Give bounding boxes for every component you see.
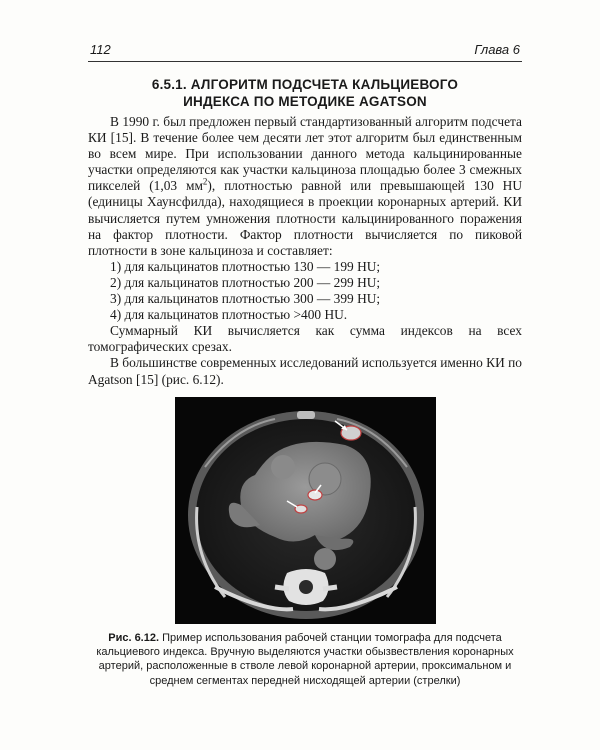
running-header-chapter: Глава 6 bbox=[474, 42, 520, 57]
body-text bbox=[88, 114, 522, 388]
section-title bbox=[88, 76, 522, 110]
paragraph-2: Суммарный КИ вычисляется как сумма индексов на всех томографических срезах. bbox=[88, 323, 522, 355]
list-item: 3) для кальцинатов плотностью 300 — 399 HU; bbox=[110, 291, 381, 307]
paragraph-3: В большинстве современных исследований используется именно КИ по Agatson [15] (рис. 6.12). bbox=[88, 355, 522, 387]
page-number: 112 bbox=[90, 42, 111, 57]
caption-label: Рис. 6.12. bbox=[108, 632, 160, 644]
caption-text: Пример использования рабочей станции томографа для подсчета кальциевого индекса. Вручную выделяются участки обызвествления коронарных артерий, расположенные в стволе левой коронарной артерии, проксимальном и среднем сегментах передней нисходящей артерии (стрелки) bbox=[96, 632, 514, 687]
header-rule bbox=[88, 61, 522, 62]
section-title-line-2: ИНДЕКСА ПО МЕТОДИКЕ AGATSON bbox=[183, 94, 427, 109]
calcification-marker bbox=[308, 490, 322, 500]
superscript-2: 2 bbox=[202, 176, 208, 187]
ct-scan-figure bbox=[175, 397, 436, 624]
ct-scan-image bbox=[175, 397, 436, 624]
list-item: 1) для кальцинатов плотностью 130 — 199 HU; bbox=[110, 258, 381, 274]
paragraph-1-part-a: В 1990 г. был предложен первый стандартизованный алгоритм подсчета КИ [15]. В течение более чем десяти лет этот алгоритм был единственным во всем мире. При использовании данного метода кальцинированные участки определяются как участки кальциноза площадью более 3 смежных пикселей (1,03 мм bbox=[88, 114, 522, 194]
paragraph-1-part-b: ), плотностью равной или превышающей 130 HU (единицы Хаунсфилда), находящиеся в проекции коронарных артерий. КИ вычисляется путем умножения плотности кальцинированного поражения на фактор плотности. Фактор плотности вычисляется по пиковой плотности в зоне кальциноза и составляет: bbox=[88, 178, 522, 258]
figure-caption bbox=[88, 631, 522, 688]
paragraph-1 bbox=[88, 114, 522, 259]
section-title-line-1: 6.5.1. АЛГОРИТМ ПОДСЧЕТА КАЛЬЦИЕВОГО bbox=[151, 77, 459, 92]
list-item: 4) для кальцинатов плотностью >400 HU. bbox=[110, 307, 348, 323]
list-item: 2) для кальцинатов плотностью 200 — 299 HU; bbox=[110, 274, 381, 290]
